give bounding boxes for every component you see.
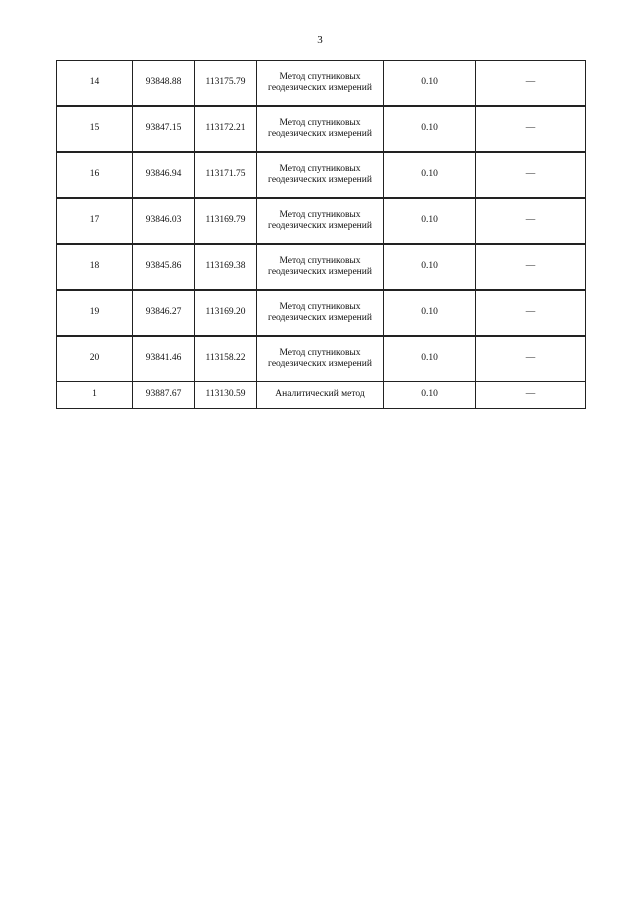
method-line-1: Метод спутниковых (279, 71, 361, 82)
y-coordinate-cell: 113130.59 (195, 382, 257, 409)
method-cell (257, 107, 384, 152)
method-line-2: геодезических измерений (268, 175, 372, 185)
method-cell (257, 245, 384, 290)
table-row (57, 199, 586, 244)
method-cell (257, 61, 384, 106)
method-line-2: геодезических измерений (268, 129, 372, 139)
x-coordinate-cell: 93841.46 (133, 337, 195, 382)
method-line-1: Метод спутниковых (279, 255, 361, 266)
note-cell: — (476, 199, 586, 244)
point-number-cell: 14 (57, 61, 133, 106)
table-row (57, 61, 586, 106)
method-line-1: Метод спутниковых (279, 117, 361, 128)
note-cell: — (476, 291, 586, 336)
method-line-2: геодезических измерений (268, 313, 372, 323)
table-row (57, 382, 586, 409)
note-cell: — (476, 153, 586, 198)
accuracy-cell: 0.10 (384, 61, 476, 106)
point-number-cell: 16 (57, 153, 133, 198)
accuracy-cell: 0.10 (384, 153, 476, 198)
note-cell: — (476, 107, 586, 152)
point-number-cell: 19 (57, 291, 133, 336)
y-coordinate-cell: 113172.21 (195, 107, 257, 152)
method-line-2: геодезических измерений (268, 83, 372, 93)
coordinates-table (56, 60, 586, 409)
point-number-cell: 18 (57, 245, 133, 290)
point-number-cell: 17 (57, 199, 133, 244)
table-row (57, 337, 586, 382)
method-line-2: геодезических измерений (268, 221, 372, 231)
point-number-cell: 1 (57, 382, 133, 409)
accuracy-cell: 0.10 (384, 245, 476, 290)
accuracy-cell: 0.10 (384, 382, 476, 409)
table-row (57, 153, 586, 198)
method-line-1: Метод спутниковых (279, 209, 361, 220)
method-line-2: геодезических измерений (268, 267, 372, 277)
method-cell (257, 153, 384, 198)
y-coordinate-cell: 113175.79 (195, 61, 257, 106)
x-coordinate-cell: 93848.88 (133, 61, 195, 106)
note-cell: — (476, 337, 586, 382)
accuracy-cell: 0.10 (384, 337, 476, 382)
method-cell (257, 382, 384, 409)
accuracy-cell: 0.10 (384, 107, 476, 152)
page-number: 3 (317, 34, 323, 46)
y-coordinate-cell: 113171.75 (195, 153, 257, 198)
y-coordinate-cell: 113169.38 (195, 245, 257, 290)
accuracy-cell: 0.10 (384, 199, 476, 244)
method-cell (257, 199, 384, 244)
note-cell: — (476, 245, 586, 290)
x-coordinate-cell: 93846.94 (133, 153, 195, 198)
x-coordinate-cell: 93847.15 (133, 107, 195, 152)
y-coordinate-cell: 113169.79 (195, 199, 257, 244)
method-line-2: геодезических измерений (268, 359, 372, 369)
x-coordinate-cell: 93846.27 (133, 291, 195, 336)
point-number-cell: 20 (57, 337, 133, 382)
y-coordinate-cell: 113169.20 (195, 291, 257, 336)
method-line-1: Метод спутниковых (279, 347, 361, 358)
table-row (57, 245, 586, 290)
x-coordinate-cell: 93887.67 (133, 382, 195, 409)
table-row (57, 291, 586, 336)
x-coordinate-cell: 93845.86 (133, 245, 195, 290)
method-cell (257, 337, 384, 382)
note-cell: — (476, 382, 586, 409)
method-line-1: Метод спутниковых (279, 301, 361, 312)
note-cell: — (476, 61, 586, 106)
table-row (57, 107, 586, 152)
point-number-cell: 15 (57, 107, 133, 152)
method-cell (257, 291, 384, 336)
x-coordinate-cell: 93846.03 (133, 199, 195, 244)
method-line-1: Метод спутниковых (279, 163, 361, 174)
method-line-1: Аналитический метод (275, 389, 365, 400)
accuracy-cell: 0.10 (384, 291, 476, 336)
y-coordinate-cell: 113158.22 (195, 337, 257, 382)
